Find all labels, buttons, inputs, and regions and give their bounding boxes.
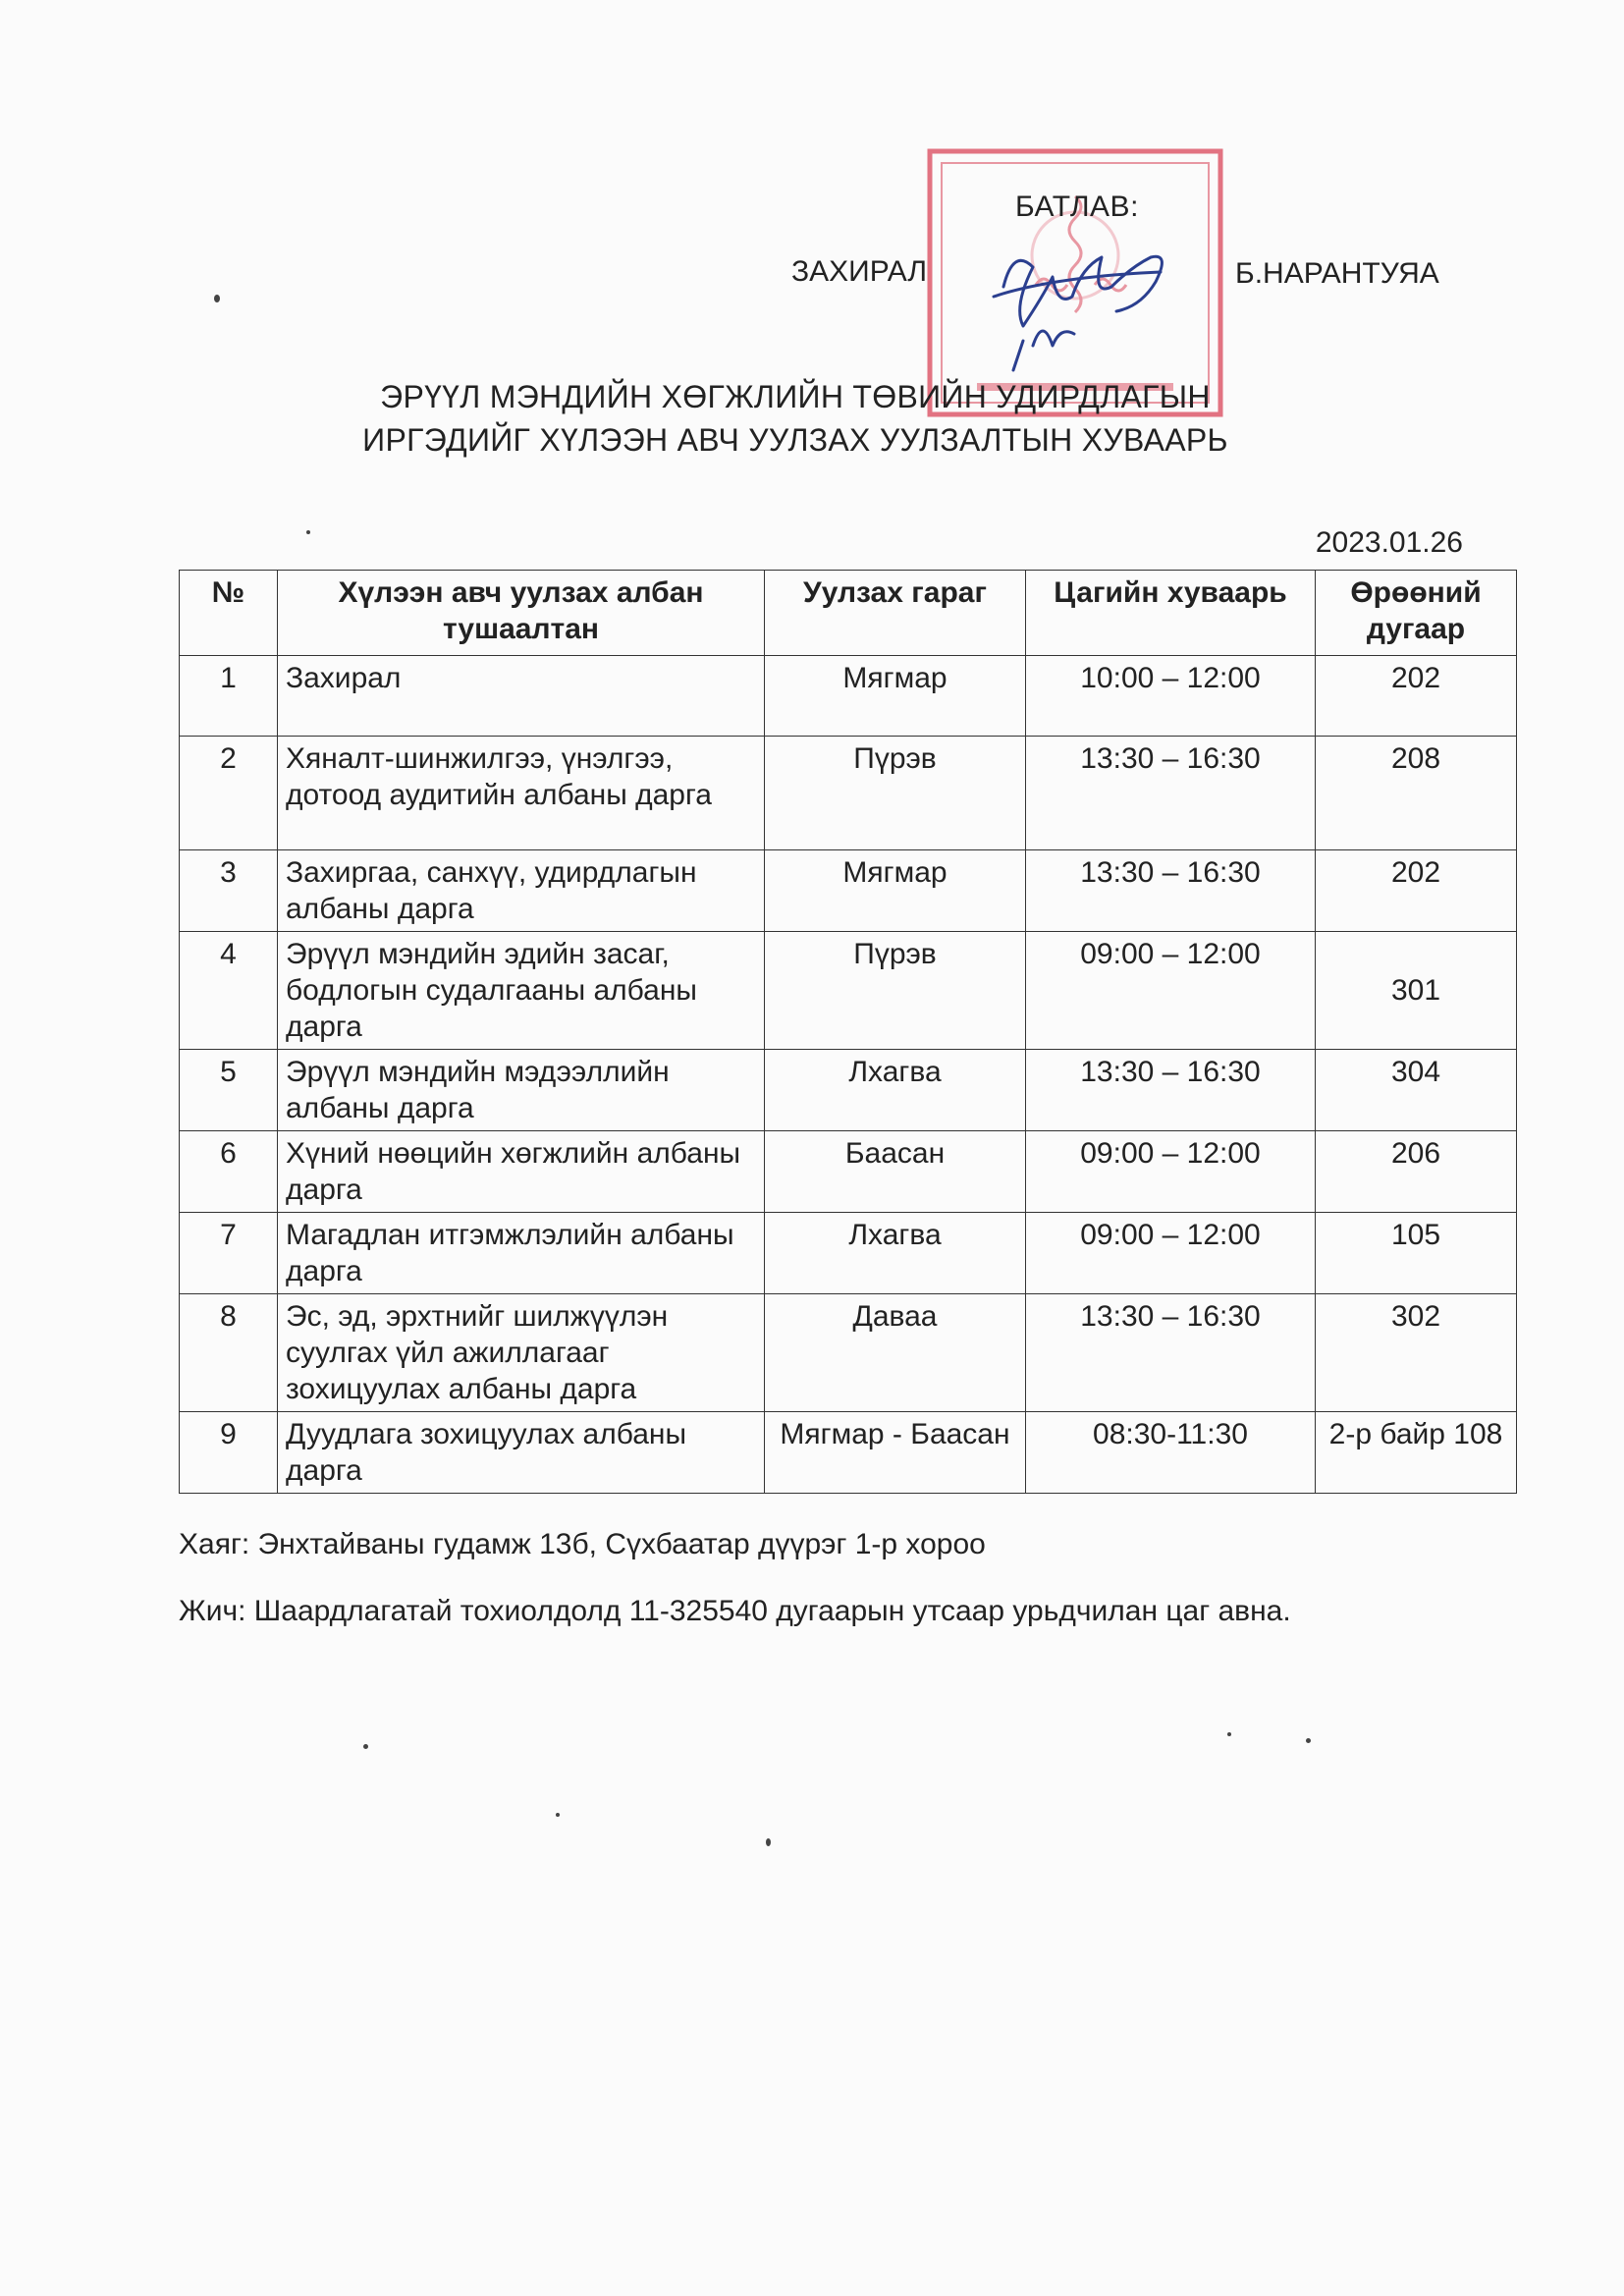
cell-official: Захирал — [278, 656, 765, 737]
director-position: ЗАХИРАЛ — [791, 255, 928, 288]
cell-time: 08:30-11:30 — [1026, 1412, 1316, 1494]
header-official: Хүлээн авч уулзах албан тушаалтан — [278, 571, 765, 656]
cell-room: 2-р байр 108 — [1316, 1412, 1517, 1494]
title-line-2: ИРГЭДИЙГ ХҮЛЭЭН АВЧ УУЛЗАХ УУЛЗАЛТЫН ХУВААРЬ — [362, 422, 1228, 458]
cell-official: Эрүүл мэндийн мэдээллийн албаны дарга — [278, 1050, 765, 1131]
cell-official: Магадлан итгэмжлэлийн албаны дарга — [278, 1213, 765, 1294]
header-room: Өрөөний дугаар — [1316, 571, 1517, 656]
note-line: Жич: Шаардлагатай тохиолдолд 11-325540 дугаарын утсаар урьдчилан цаг авна. — [179, 1595, 1291, 1627]
schedule-table — [179, 570, 1517, 1494]
approval-label: БАТЛАВ: — [1015, 191, 1139, 223]
director-name: Б.НАРАНТУЯА — [1235, 257, 1439, 290]
cell-time: 13:30 – 16:30 — [1026, 850, 1316, 932]
document-date: 2023.01.26 — [1315, 526, 1463, 559]
cell-number: 6 — [180, 1131, 278, 1213]
cell-time: 09:00 – 12:00 — [1026, 1213, 1316, 1294]
cell-day: Мягмар - Баасан — [765, 1412, 1026, 1494]
header-number: № — [180, 571, 278, 656]
cell-room: 105 — [1316, 1213, 1517, 1294]
cell-number: 9 — [180, 1412, 278, 1494]
cell-number: 8 — [180, 1294, 278, 1412]
cell-day: Мягмар — [765, 850, 1026, 932]
cell-room: 304 — [1316, 1050, 1517, 1131]
cell-room: 202 — [1316, 850, 1517, 932]
table-row — [180, 737, 1517, 850]
cell-time: 10:00 – 12:00 — [1026, 656, 1316, 737]
table-row — [180, 1131, 1517, 1213]
table-header-row — [180, 571, 1517, 656]
scan-speck — [766, 1838, 771, 1846]
table-row — [180, 1050, 1517, 1131]
cell-number: 4 — [180, 932, 278, 1050]
header-time: Цагийн хуваарь — [1026, 571, 1316, 656]
cell-number: 1 — [180, 656, 278, 737]
table-row — [180, 1412, 1517, 1494]
cell-room: 301 — [1316, 932, 1517, 1050]
table-row — [180, 932, 1517, 1050]
cell-number: 3 — [180, 850, 278, 932]
cell-time: 09:00 – 12:00 — [1026, 1131, 1316, 1213]
scan-speck — [306, 530, 310, 534]
cell-number: 2 — [180, 737, 278, 850]
cell-official: Хүний нөөцийн хөгжлийн албаны дарга — [278, 1131, 765, 1213]
scan-speck — [556, 1813, 560, 1817]
cell-official: Дуудлага зохицуулах албаны дарга — [278, 1412, 765, 1494]
scan-speck — [214, 295, 220, 302]
cell-room: 208 — [1316, 737, 1517, 850]
cell-day: Лхагва — [765, 1050, 1026, 1131]
table-row — [180, 1213, 1517, 1294]
cell-room: 206 — [1316, 1131, 1517, 1213]
document-title — [295, 375, 1296, 462]
cell-time: 09:00 – 12:00 — [1026, 932, 1316, 1050]
cell-room: 302 — [1316, 1294, 1517, 1412]
title-line-1: ЭРҮҮЛ МЭНДИЙН ХӨГЖЛИЙН ТӨВИЙН УДИРДЛАГЫН — [380, 379, 1211, 414]
table-row — [180, 656, 1517, 737]
cell-time: 13:30 – 16:30 — [1026, 1294, 1316, 1412]
scan-speck — [363, 1744, 368, 1749]
address-line: Хаяг: Энхтайваны гудамж 13б, Сүхбаатар дүүрэг 1-р хороо — [179, 1528, 986, 1560]
cell-day: Пүрэв — [765, 737, 1026, 850]
cell-number: 7 — [180, 1213, 278, 1294]
cell-day: Мягмар — [765, 656, 1026, 737]
cell-day: Пүрэв — [765, 932, 1026, 1050]
scan-speck — [1306, 1738, 1311, 1743]
scan-speck — [1227, 1732, 1231, 1736]
cell-day: Лхагва — [765, 1213, 1026, 1294]
cell-number: 5 — [180, 1050, 278, 1131]
header-day: Уулзах гараг — [765, 571, 1026, 656]
cell-day: Даваа — [765, 1294, 1026, 1412]
cell-room: 202 — [1316, 656, 1517, 737]
cell-official: Эс, эд, эрхтнийг шилжүүлэн суулгах үйл ажиллагааг зохицуулах албаны дарга — [278, 1294, 765, 1412]
cell-official: Эрүүл мэндийн эдийн засаг, бодлогын судалгааны албаны дарга — [278, 932, 765, 1050]
cell-day: Баасан — [765, 1131, 1026, 1213]
table-row — [180, 850, 1517, 932]
director-signature — [974, 228, 1182, 375]
cell-official: Захиргаа, санхүү, удирдлагын албаны дарга — [278, 850, 765, 932]
table-row — [180, 1294, 1517, 1412]
cell-official: Хяналт-шинжилгээ, үнэлгээ, дотоод аудитийн албаны дарга — [278, 737, 765, 850]
cell-time: 13:30 – 16:30 — [1026, 737, 1316, 850]
cell-time: 13:30 – 16:30 — [1026, 1050, 1316, 1131]
